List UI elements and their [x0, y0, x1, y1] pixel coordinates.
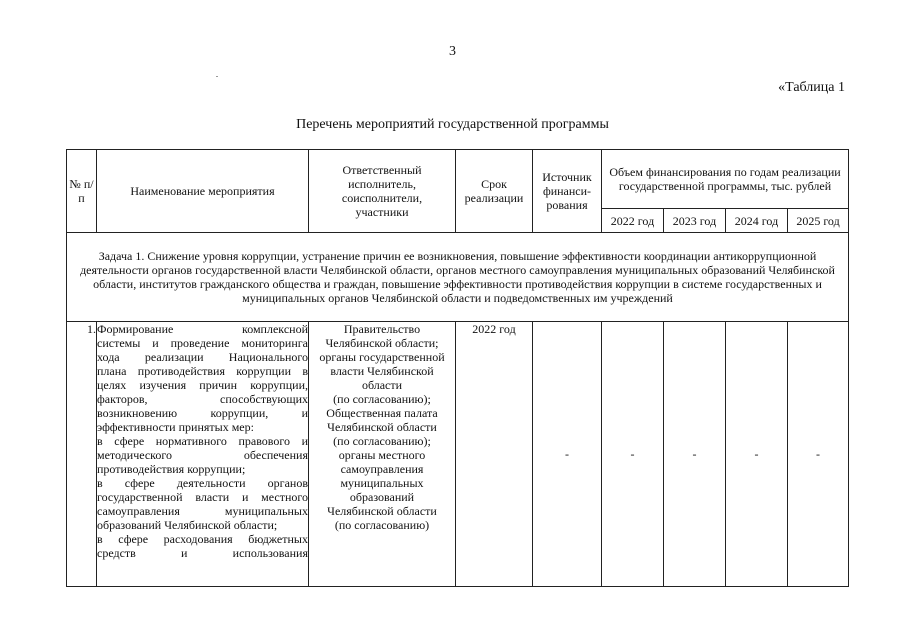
responsible-line: Общественная палата: [326, 406, 438, 420]
measure-name-line: факторов, способствующих: [97, 392, 308, 406]
implementation-term: 2022 год: [456, 322, 533, 587]
measure-name: [97, 322, 309, 587]
measure-name-line: самоуправления муниципальных: [97, 504, 308, 518]
measure-name-line: плана противодействия коррупции в: [97, 364, 308, 378]
header-year-2024: 2024 год: [726, 209, 788, 233]
responsible-line: (по согласованию);: [333, 434, 431, 448]
document-title: Перечень мероприятий государственной программы: [296, 117, 609, 132]
responsible-line: органы местного: [338, 448, 426, 462]
header-funding-volume: Объем финансирования по годам реализации государственной программы, тыс. рублей: [602, 150, 849, 209]
header-number: № п/п: [67, 150, 97, 233]
funding-source-value: -: [533, 322, 602, 587]
measures-table: [66, 149, 849, 587]
page-number: 3: [449, 44, 456, 59]
responsible-line: органы государственной: [319, 350, 445, 364]
measure-name-line: системы и проведение мониторинга: [97, 336, 308, 350]
scan-speck: [216, 76, 218, 77]
header-year-2023: 2023 год: [664, 209, 726, 233]
measure-name-line: в сфере деятельности органов: [97, 476, 308, 490]
responsible-line: Правительство: [343, 322, 421, 336]
header-measure-name: Наименование мероприятия: [97, 150, 309, 233]
measure-name-line: методического обеспечения: [97, 448, 308, 462]
task-row: Задача 1. Снижение уровня коррупции, устранение причин ее возникновения, повышение эффективности координации антикоррупционной деятельности органов государственной власти Челябинской области, органов местного самоуправления муниципальных образований Челябинской области, институтов гражданского общества и граждан, повышение эффективности противодействия коррупции в системе государственных и муниципальных органов Челябинской области и подведомственных им учреждений: [67, 233, 849, 322]
funding-2022-value: -: [602, 322, 664, 587]
funding-2025-value: -: [788, 322, 849, 587]
header-term: Срок реализации: [456, 150, 533, 233]
responsible-line: муниципальных: [340, 476, 424, 490]
measure-name-line: противодействия коррупции;: [97, 462, 246, 476]
measure-name-line: целях изучения причин коррупции,: [97, 378, 308, 392]
header-responsible: Ответственный исполнитель, соисполнители, участники: [309, 150, 456, 233]
responsible-line: Челябинской области: [327, 504, 437, 518]
header-year-2022: 2022 год: [602, 209, 664, 233]
funding-2024-value: -: [726, 322, 788, 587]
header-year-2025: 2025 год: [788, 209, 849, 233]
measure-name-line: возникновению коррупции, и: [97, 406, 308, 420]
header-funding-source: Источник финанси- рования: [533, 150, 602, 233]
measure-name-line: средств и использования: [97, 546, 308, 560]
measure-name-line: образований Челябинской области;: [97, 518, 278, 532]
funding-2023-value: -: [664, 322, 726, 587]
row-number: 1.: [67, 322, 97, 587]
responsible-line: Челябинской области: [327, 420, 437, 434]
responsible-line: области: [361, 378, 403, 392]
responsible-line: власти Челябинской: [330, 364, 434, 378]
responsible-line: самоуправления: [340, 462, 424, 476]
measure-name-line: хода реализации Национального: [97, 350, 308, 364]
responsible-executors: [309, 322, 456, 587]
responsible-line: (по согласованию): [334, 518, 430, 532]
responsible-line: (по согласованию);: [333, 392, 431, 406]
measure-name-line: эффективности принятых мер:: [97, 420, 254, 434]
measure-name-line: Формирование комплексной: [97, 322, 308, 336]
responsible-line: образований: [349, 490, 415, 504]
table-reference: «Таблица 1: [778, 80, 845, 95]
measure-name-line: в сфере нормативного правового и: [97, 434, 308, 448]
measure-name-line: государственной власти и местного: [97, 490, 308, 504]
measure-name-line: в сфере расходования бюджетных: [97, 532, 308, 546]
responsible-line: Челябинской области;: [325, 336, 439, 350]
